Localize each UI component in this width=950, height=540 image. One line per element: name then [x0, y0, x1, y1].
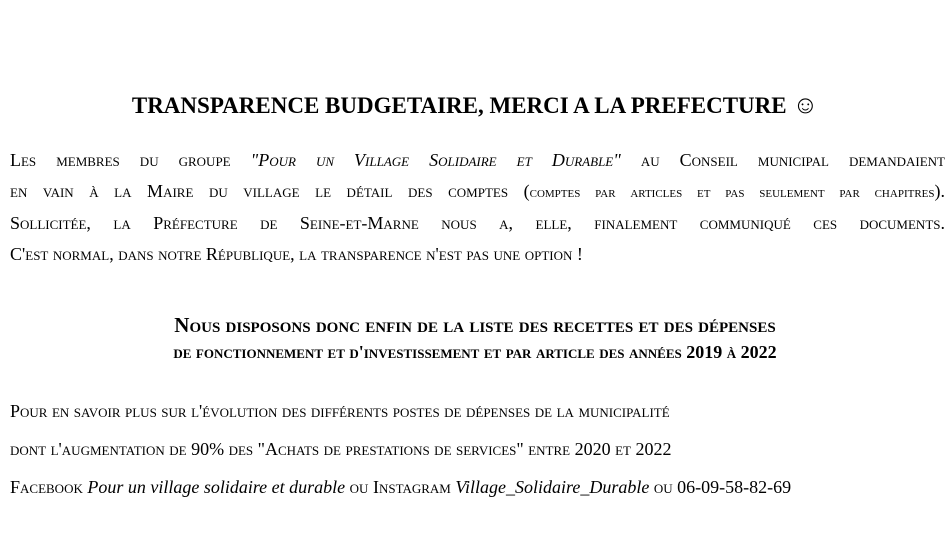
- headline-line-1: Nous disposons donc enfin de la liste des recettes et des dépenses: [174, 313, 776, 337]
- intro-paragraph: [10, 145, 945, 269]
- intro-line-1-end: au Conseil municipal demandaient: [620, 150, 945, 170]
- intro-line-3: Sollicitée, la Préfecture de Seine-et-Marne nous a, elle, finalement communiqué ces documents.: [10, 213, 945, 233]
- phone-number: 06-09-58-82-69: [677, 477, 792, 497]
- intro-line-4: C'est normal, dans notre République, la transparence n'est pas une option !: [10, 243, 583, 264]
- outro-line-2-start: dont l'augmentation de: [10, 439, 192, 459]
- intro-line-2: [10, 176, 945, 209]
- outro-line-2: [10, 430, 945, 468]
- title-text: TRANSPARENCE BUDGETAIRE, MERCI A LA PREFECTURE: [131, 93, 787, 118]
- headline: [0, 312, 950, 366]
- outro-line-2-middle: des "Achats de prestations de services" entre: [224, 439, 575, 459]
- intro-line-2-parenthetical: comptes par articles et pas seulement par chapitres: [529, 184, 935, 201]
- instagram-account-name: Village_Solidaire_Durable: [450, 477, 650, 497]
- or-separator-2: ou: [649, 477, 678, 497]
- outro-paragraph: [10, 392, 945, 506]
- outro-line-2-and: et: [610, 439, 636, 459]
- instagram-label: Instagram: [372, 477, 451, 497]
- intro-line-1-start: Les membres du groupe: [10, 150, 251, 170]
- year-start: 2020: [574, 439, 611, 459]
- outro-line-1: Pour en savoir plus sur l'évolution des différents postes de dépenses de la municipalité: [10, 401, 670, 421]
- intro-line-2-end: ).: [934, 180, 945, 201]
- headline-line-2: [0, 339, 950, 366]
- or-separator-1: ou: [345, 477, 373, 497]
- facebook-label: Facebook: [10, 477, 83, 497]
- increase-percent: 90%: [191, 439, 225, 459]
- intro-line-2-start: en vain à la Maire du village le détail des comptes (: [10, 180, 530, 201]
- headline-line-2-text: de fonctionnement et d'investissement et par article des années: [173, 342, 687, 362]
- facebook-page-name: Pour un village solidaire et durable: [82, 477, 346, 497]
- intro-line-1: [10, 145, 945, 176]
- outro-line-3: [10, 468, 945, 506]
- group-name: "Pour un Village Solidaire et Durable": [250, 150, 621, 170]
- smiley-icon: ☺: [792, 92, 819, 119]
- page-title: [0, 92, 950, 120]
- headline-years: 2019 à 2022: [686, 342, 777, 362]
- year-end: 2022: [635, 439, 672, 459]
